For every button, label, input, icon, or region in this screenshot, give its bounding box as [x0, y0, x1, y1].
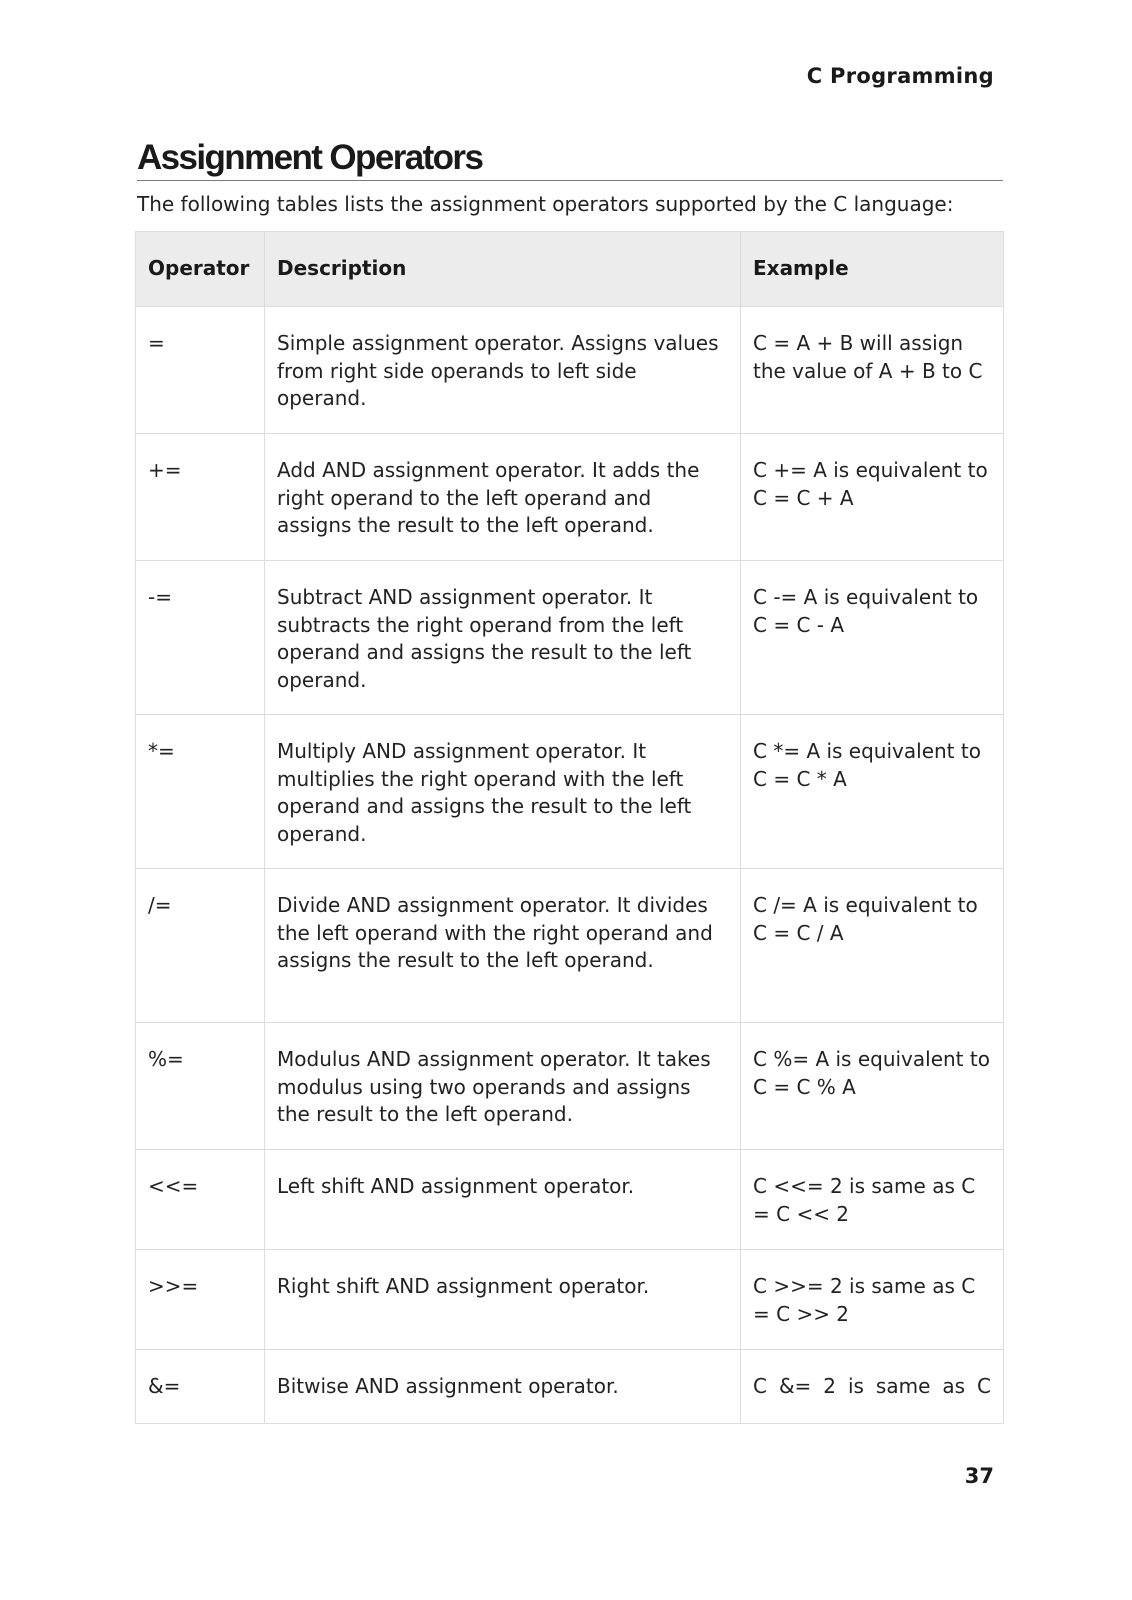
operator-cell: -=	[136, 561, 265, 715]
column-header-example: Example	[741, 232, 1004, 307]
operator-cell: >>=	[136, 1250, 265, 1350]
operator-cell: /=	[136, 869, 265, 1023]
description-cell: Simple assignment operator. Assigns values from right side operands to left side operand.	[265, 307, 741, 434]
operator-cell: =	[136, 307, 265, 434]
column-header-description: Description	[265, 232, 741, 307]
table-row	[136, 561, 1004, 715]
example-cell: C <<= 2 is same as C = C << 2	[741, 1150, 1004, 1250]
assignment-operators-table	[135, 231, 1004, 1424]
table-row	[136, 1150, 1004, 1250]
page-number: 37	[964, 1464, 994, 1488]
description-cell: Multiply AND assignment operator. It multiplies the right operand with the left operand and assigns the result to the left operand.	[265, 715, 741, 869]
example-cell: C *= A is equivalent to C = C * A	[741, 715, 1004, 869]
example-cell: C -= A is equivalent to C = C - A	[741, 561, 1004, 715]
table-header-row	[136, 232, 1004, 307]
table-row	[136, 307, 1004, 434]
description-cell: Subtract AND assignment operator. It subtracts the right operand from the left operand and assigns the result to the left operand.	[265, 561, 741, 715]
description-cell: Left shift AND assignment operator.	[265, 1150, 741, 1250]
intro-paragraph: The following tables lists the assignment operators supported by the C language:	[137, 192, 954, 216]
column-header-operator: Operator	[136, 232, 265, 307]
description-cell: Divide AND assignment operator. It divides the left operand with the right operand and assigns the result to the left operand.	[265, 869, 741, 1023]
example-cell: C &= 2 is same as C	[741, 1350, 1004, 1424]
example-cell: C %= A is equivalent to C = C % A	[741, 1023, 1004, 1150]
operator-cell: %=	[136, 1023, 265, 1150]
running-header: C Programming	[806, 64, 994, 88]
operator-cell: +=	[136, 434, 265, 561]
example-cell: C /= A is equivalent to C = C / A	[741, 869, 1004, 1023]
description-cell: Bitwise AND assignment operator.	[265, 1350, 741, 1424]
description-cell: Right shift AND assignment operator.	[265, 1250, 741, 1350]
description-cell: Add AND assignment operator. It adds the right operand to the left operand and assigns the result to the left operand.	[265, 434, 741, 561]
table-row	[136, 715, 1004, 869]
example-cell: C += A is equivalent to C = C + A	[741, 434, 1004, 561]
table-row	[136, 434, 1004, 561]
description-cell: Modulus AND assignment operator. It takes modulus using two operands and assigns the result to the left operand.	[265, 1023, 741, 1150]
table-row	[136, 869, 1004, 1023]
section-title: Assignment Operators	[137, 136, 1003, 181]
table-row	[136, 1250, 1004, 1350]
operator-cell: &=	[136, 1350, 265, 1424]
operator-cell: <<=	[136, 1150, 265, 1250]
operator-cell: *=	[136, 715, 265, 869]
table-row	[136, 1350, 1004, 1424]
example-cell: C = A + B will assign the value of A + B to C	[741, 307, 1004, 434]
table-row	[136, 1023, 1004, 1150]
example-cell: C >>= 2 is same as C = C >> 2	[741, 1250, 1004, 1350]
